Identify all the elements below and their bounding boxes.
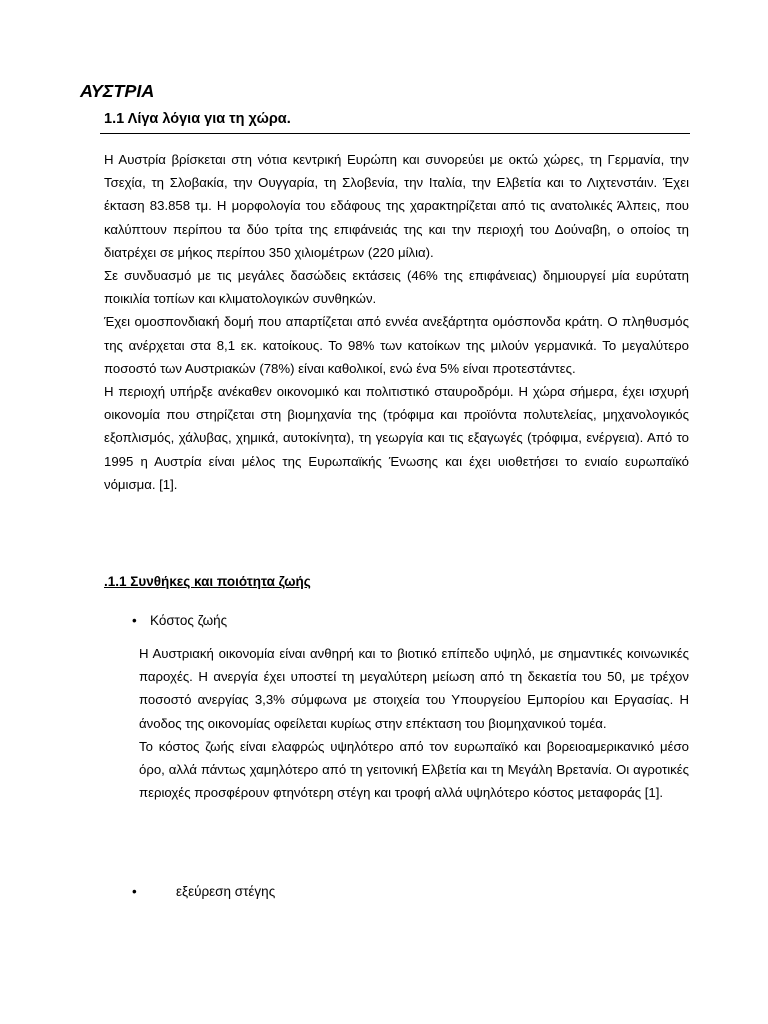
bullet-label-housing: εξεύρεση στέγης	[176, 884, 276, 899]
bullet-label-cost-of-living: Κόστος ζωής	[150, 613, 228, 628]
cost-paragraph-economy: Η Αυστριακή οικονομία είναι ανθηρή και το βιοτικό επίπεδο υψηλό, με σημαντικές κοινωνικές παροχές. Η ανεργία έχει υποστεί τη μεγαλύτερη μείωση από τη δεκαετία του 50, με τρέχον ποσοστό ανεργίας 3,3% σύμφωνα με στοιχεία του Υπουργείου Εμπορίου και Εργασίας. Η άνοδος της οικονομίας οφείλεται κυρίως στην επέκταση του βιομηχανικού τομέα.	[139, 646, 689, 731]
cost-of-living-text	[139, 642, 689, 804]
document-title: ΑΥΣΤΡΙΑ	[80, 81, 155, 101]
subsection-heading: .1.1 Συνθήκες και ποιότητα ζωής	[104, 574, 311, 589]
bullet-icon: •	[132, 613, 137, 628]
cost-paragraph-comparison: Το κόστος ζωής είναι ελαφρώς υψηλότερο από τον ευρωπαϊκό και βορειοαμερικανικό μέσο όρο, αλλά πάντως χαμηλότερο από τη γειτονική Ελβετία και τη Μεγάλη Βρετανία. Οι αγροτικές περιοχές προσφέρουν φτηνότερη στέγη και τροφή αλλά υψηλότερο κόστος μεταφοράς [1].	[139, 738, 689, 801]
heading-divider	[100, 133, 690, 134]
intro-paragraph-forests: Σε συνδυασμό με τις μεγάλες δασώδεις εκτάσεις (46% της επιφάνειας) δημιουργεί μία ευρύτατη ποικιλία τοπίων και κλιματολογικών συνθηκών.	[104, 268, 689, 307]
bullet-icon: •	[132, 884, 137, 899]
intro-paragraph-population: Έχει ομοσπονδιακή δομή που απαρτίζεται από εννέα ανεξάρτητα ομόσπονδα κράτη. Ο πληθυσμός της ανέρχεται στα 8,1 εκ. κατοίκους. Το 98% των κατοίκων της μιλούν γερμανικά. Το μεγαλύτερο ποσοστό των Αυστριακών (78%) είναι καθολικοί, ενώ ένα 5% είναι προτεστάντες.	[104, 314, 689, 376]
section-heading: 1.1 Λίγα λόγια για τη χώρα.	[104, 111, 291, 127]
intro-paragraph-economy: Η περιοχή υπήρξε ανέκαθεν οικονομικό και πολιτιστικό σταυροδρόμι. Η χώρα σήμερα, έχει ισχυρή οικονομία που στηρίζεται στη βιομηχανία της (τρόφιμα και προϊόντα πολυτελείας, μηχανολογικός εξοπλισμός, χάλυβας, χημικά, αυτοκίνητα), τη γεωργία και τις εξαγωγές (τρόφιμα, ενέργεια). Από το 1995 η Αυστρία είναι μέλος της Ευρωπαϊκής Ένωσης και έχει υιοθετήσει το ενιαίο ευρωπαϊκό νόμισμα. [1].	[104, 384, 689, 492]
intro-paragraph-location: Η Αυστρία βρίσκεται στη νότια κεντρική Ευρώπη και συνορεύει με οκτώ χώρες, τη Γερμανία, την Τσεχία, τη Σλοβακία, την Ουγγαρία, τη Σλοβενία, την Ιταλία, την Ελβετία και το Λιχτενστάιν. Έχει έκταση 83.858 τμ. Η μορφολογία του εδάφους της χαρακτηρίζεται από τις ανατολικές Άλπεις, που καλύπτουν περίπου τα δύο τρίτα της επιφάνειάς της και την περιοχή του Δούναβη, ο οποίος τη διατρέχει σε μήκος περίπου 350 χιλιομέτρων (220 μίλια).	[104, 152, 689, 260]
intro-text	[104, 148, 689, 496]
